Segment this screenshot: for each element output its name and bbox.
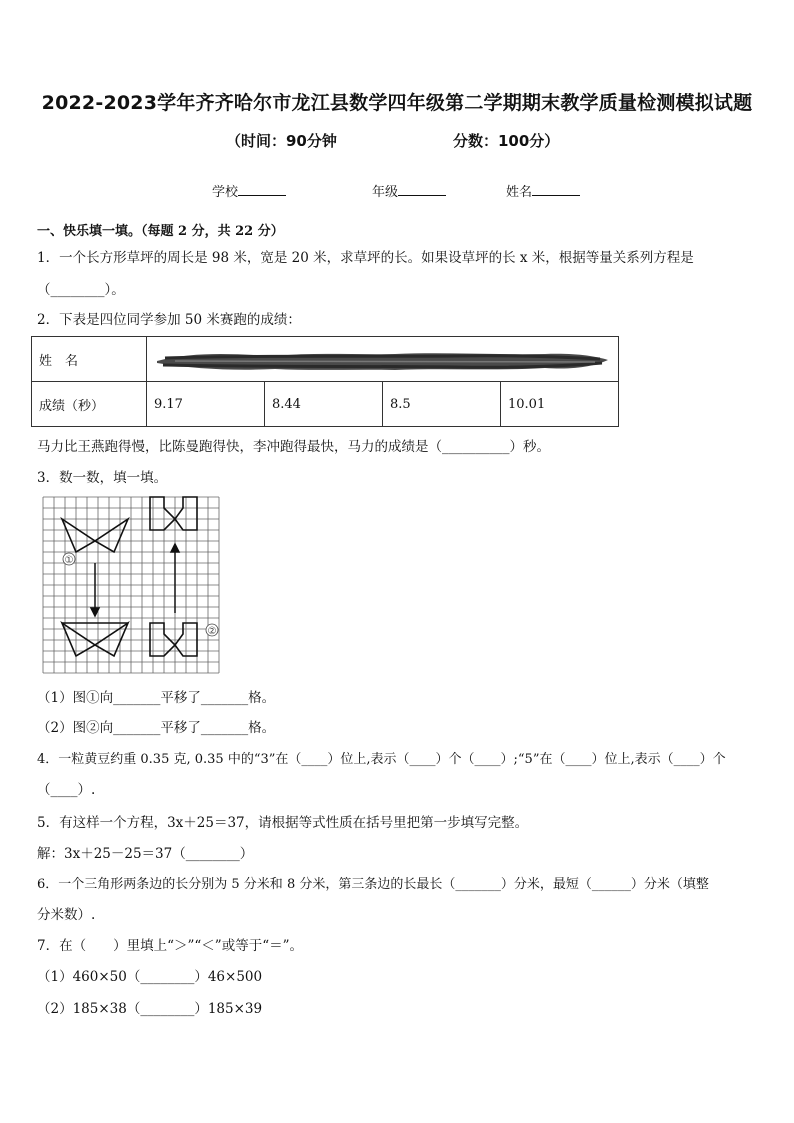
q4-line2: （____）.	[37, 782, 96, 798]
figure-1-label: ①	[64, 555, 74, 566]
grade-label: 年级	[372, 185, 399, 200]
score-cell: 9.17	[147, 382, 265, 427]
q4-line1: 4．一粒黄豆约重 0.35 克, 0.35 中的“3”在（____）位上,表示（____）个（____）;“5”在（____）位上,表示（____）个	[37, 752, 726, 767]
redacted-names-scribble	[155, 346, 610, 376]
q7-line1: 7．在（ ）里填上“＞”“＜”或等于“＝”。	[37, 938, 303, 954]
q7-sub1: （1）460×50（________）46×500	[37, 969, 263, 985]
grade-field	[372, 181, 446, 200]
q5-line2: 解：3x＋25－25＝37（________）	[37, 846, 254, 862]
table-row	[32, 382, 619, 427]
section-heading: 一、快乐填一填。（每题 2 分，共 22 分）	[37, 224, 284, 239]
q1-line2: （________）。	[37, 282, 125, 298]
score-cell: 10.01	[501, 382, 619, 427]
q1-line1: 1．一个长方形草坪的周长是 98 米，宽是 20 米，求草坪的长。如果设草坪的长 x 米，根据等量关系列方程是	[37, 250, 694, 266]
exam-score: 分数：100分）	[453, 132, 560, 150]
grade-blank[interactable]	[398, 181, 446, 196]
name-header-cell: 姓 名	[32, 337, 147, 382]
school-blank[interactable]	[238, 181, 286, 196]
q7-sub2: （2）185×38（________）185×39	[37, 1001, 263, 1017]
score-cell: 8.44	[265, 382, 383, 427]
q5-line1: 5．有这样一个方程，3x＋25＝37，请根据等式性质在括号里把第一步填写完整。	[37, 815, 529, 831]
q2-after: 马力比王燕跑得慢，比陈曼跑得快，李冲跑得最快，马力的成绩是（__________）秒。	[37, 439, 550, 455]
q3-intro: 3．数一数，填一填。	[37, 470, 168, 486]
score-header-cell: 成绩（秒）	[32, 382, 147, 427]
figure-2-label: ②	[207, 626, 217, 637]
name-field	[506, 181, 580, 200]
translation-grid-figure	[42, 496, 220, 676]
q3-sub1: （1）图①向_______平移了_______格。	[37, 690, 276, 706]
score-cell: 8.5	[383, 382, 501, 427]
q6-line1: 6．一个三角形两条边的长分别为 5 分米和 8 分米，第三条边的长最长（_______）分米，最短（______）分米（填整	[37, 877, 709, 892]
name-blank[interactable]	[532, 181, 580, 196]
exam-time: （时间：90分钟	[226, 132, 337, 150]
school-label: 学校	[212, 185, 239, 200]
name-label: 姓名	[506, 185, 533, 200]
school-field	[212, 181, 286, 200]
q6-line2: 分米数）.	[37, 907, 96, 923]
page-title: 2022-2023学年齐齐哈尔市龙江县数学四年级第二学期期末教学质量检测模拟试题	[41, 92, 753, 114]
q3-sub2: （2）图②向_______平移了_______格。	[37, 720, 276, 736]
q2-intro: 2．下表是四位同学参加 50 米赛跑的成绩：	[37, 312, 301, 328]
